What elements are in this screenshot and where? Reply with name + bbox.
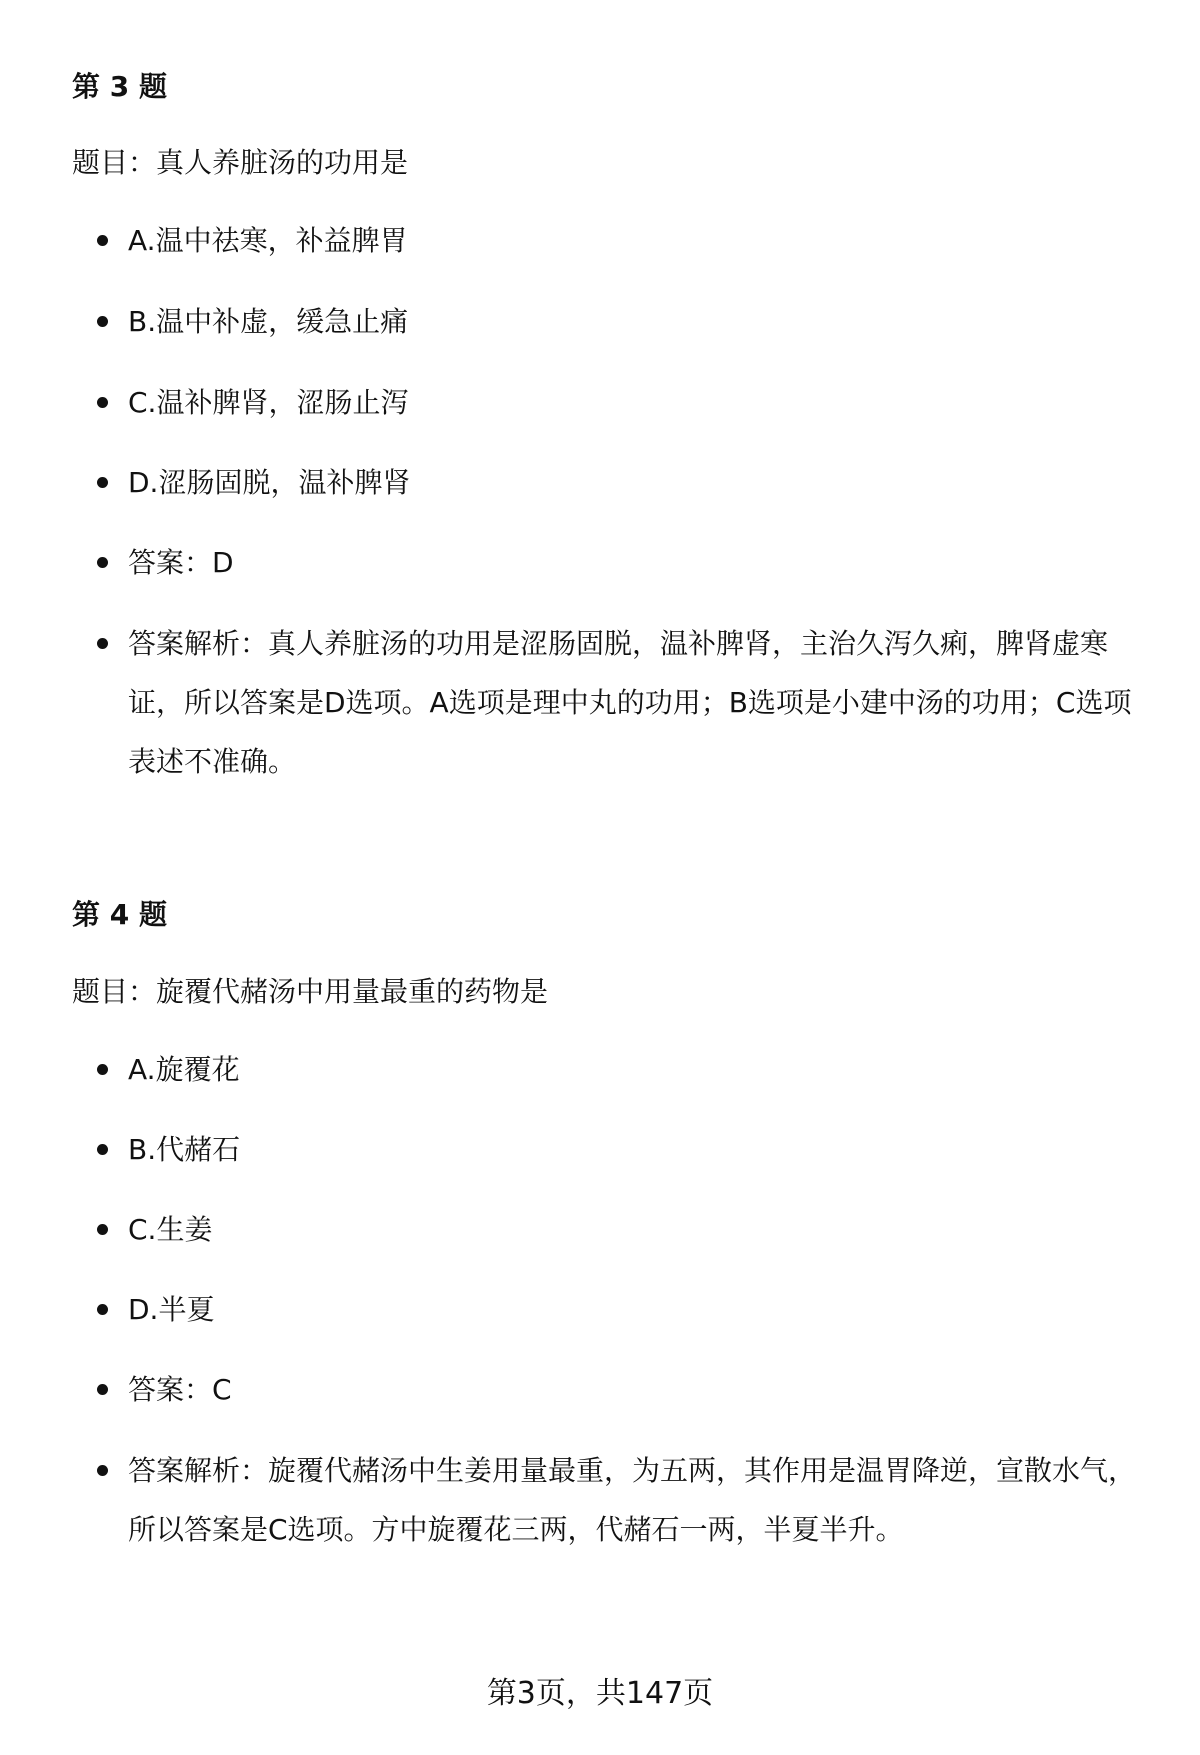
bullet-icon — [97, 1465, 108, 1476]
answer-text: 答案：D — [128, 546, 234, 579]
bullet-icon — [97, 1304, 108, 1315]
bullet-icon — [97, 638, 108, 649]
answer — [128, 1360, 1148, 1419]
bullet-icon — [97, 1064, 108, 1075]
option-text: D.半夏 — [128, 1293, 215, 1326]
answer — [128, 533, 1148, 592]
bullet-icon — [97, 316, 108, 327]
option-text: A.温中祛寒，补益脾胃 — [128, 224, 408, 257]
bullet-icon — [97, 1224, 108, 1235]
bullet-icon — [97, 557, 108, 568]
option-text: B.代赭石 — [128, 1133, 241, 1166]
explanation-text: 答案解析：旋覆代赭汤中生姜用量最重，为五两，其作用是温胃降逆，宣散水气，所以答案是C选项。方中旋覆花三两，代赭石一两，半夏半升。 — [128, 1454, 1137, 1546]
bullet-icon — [97, 1144, 108, 1155]
option-c — [128, 1200, 1148, 1259]
option-text: A.旋覆花 — [128, 1053, 240, 1086]
question-heading: 第 4 题 — [72, 898, 167, 931]
option-text: B.温中补虚，缓急止痛 — [128, 305, 409, 338]
option-a — [128, 211, 1148, 270]
option-b — [128, 292, 1148, 351]
bullet-icon — [97, 397, 108, 408]
option-text: C.温补脾肾，涩肠止泻 — [128, 386, 409, 419]
bullet-icon — [97, 235, 108, 246]
question-stem: 题目：真人养脏汤的功用是 — [72, 146, 409, 179]
option-b — [128, 1120, 1148, 1179]
answer-text: 答案：C — [128, 1373, 232, 1406]
option-c — [128, 373, 1148, 432]
option-text: C.生姜 — [128, 1213, 213, 1246]
question-stem: 题目：旋覆代赭汤中用量最重的药物是 — [72, 975, 549, 1008]
option-d — [128, 1280, 1148, 1339]
explanation — [128, 1441, 1148, 1559]
bullet-icon — [97, 1384, 108, 1395]
option-d — [128, 453, 1148, 512]
explanation — [128, 614, 1148, 791]
page-number: 第3页，共147页 — [486, 1676, 714, 1711]
option-text: D.涩肠固脱，温补脾肾 — [128, 466, 411, 499]
explanation-text: 答案解析：真人养脏汤的功用是涩肠固脱，温补脾肾，主治久泻久痢，脾肾虚寒证，所以答案是D选项。A选项是理中丸的功用；B选项是小建中汤的功用；C选项表述不准确。 — [128, 627, 1132, 778]
option-a — [128, 1040, 1148, 1099]
question-heading: 第 3 题 — [72, 70, 167, 103]
bullet-icon — [97, 477, 108, 488]
